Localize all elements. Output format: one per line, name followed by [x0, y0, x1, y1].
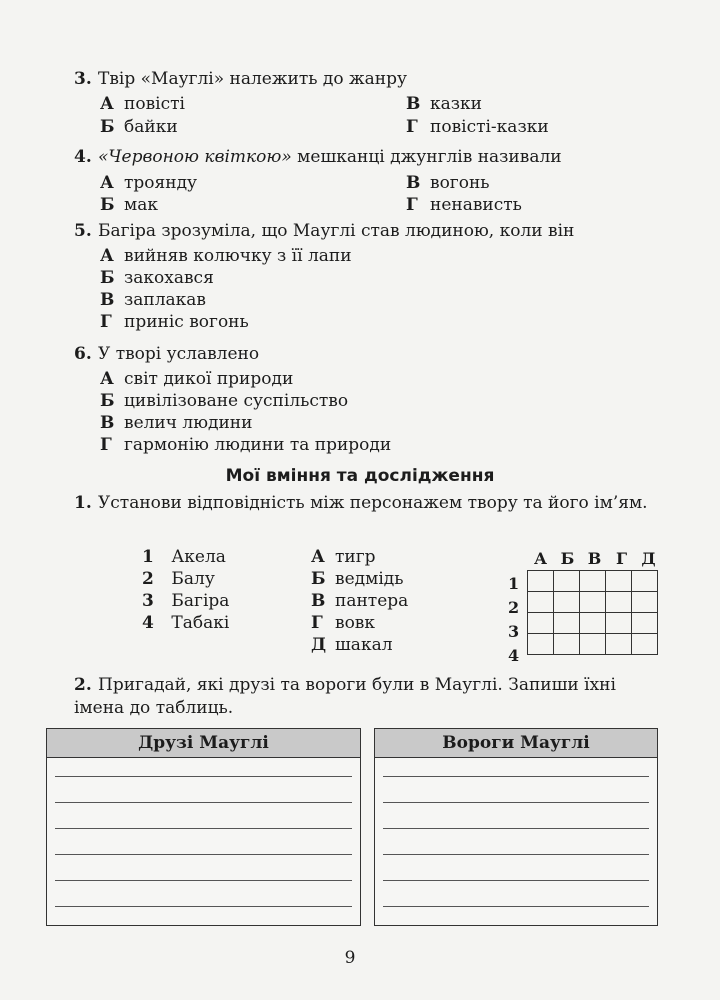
- list-item: Д шакал: [311, 635, 393, 655]
- option: Б мак: [100, 195, 158, 215]
- option: Б цивілізоване суспільство: [100, 391, 349, 411]
- friends-table-title: Друзі Мауглі: [47, 729, 360, 758]
- option: Б закохався: [100, 268, 214, 288]
- question-4: 4. «Червоною квіткою» мешканці джунглів називали: [74, 147, 562, 167]
- option: Г гармонію людини та природи: [100, 435, 392, 455]
- grid-cell[interactable]: [580, 571, 606, 592]
- option: А вийняв колючку з її лапи: [100, 246, 352, 266]
- list-item: 1 Акела: [142, 547, 226, 567]
- option: Б байки: [100, 117, 178, 137]
- option: А світ дикої природи: [100, 369, 294, 389]
- grid-cell[interactable]: [606, 634, 632, 655]
- option: Г приніс вогонь: [100, 312, 249, 332]
- question-5: 5. Багіра зрозуміла, що Мауглі став людиною, коли він: [74, 221, 575, 241]
- grid-cell[interactable]: [632, 571, 658, 592]
- option: Г повісті-казки: [406, 117, 549, 137]
- grid-cell[interactable]: [528, 634, 554, 655]
- option: В заплакав: [100, 290, 207, 310]
- option: В вогонь: [406, 173, 490, 193]
- question-3: 3. Твір «Мауглі» належить до жанру: [74, 69, 407, 89]
- grid-cell[interactable]: [580, 613, 606, 634]
- list-item: 2 Балу: [142, 569, 215, 589]
- grid-cell[interactable]: [554, 592, 580, 613]
- option: Г ненависть: [406, 195, 522, 215]
- task-1: 1. Установи відповідність між персонажем твору та його ім’ям.: [74, 493, 648, 513]
- friends-table: [46, 728, 361, 926]
- list-item: 3 Багіра: [142, 591, 230, 611]
- list-item: В пантера: [311, 591, 409, 611]
- answer-grid-row-labels: 1 2 3 4: [508, 574, 520, 665]
- grid-cell[interactable]: [632, 634, 658, 655]
- list-item: А тигр: [311, 547, 376, 567]
- section-title: Мої вміння та дослідження: [225, 466, 495, 486]
- grid-cell[interactable]: [606, 613, 632, 634]
- write-line[interactable]: [383, 906, 649, 907]
- grid-cell[interactable]: [580, 592, 606, 613]
- grid-cell[interactable]: [554, 571, 580, 592]
- grid-cell[interactable]: [606, 592, 632, 613]
- answer-grid: [527, 570, 658, 655]
- grid-cell[interactable]: [580, 634, 606, 655]
- grid-cell[interactable]: [554, 634, 580, 655]
- list-item: Б ведмідь: [311, 569, 404, 589]
- grid-cell[interactable]: [528, 613, 554, 634]
- grid-cell[interactable]: [528, 571, 554, 592]
- write-line[interactable]: [55, 906, 352, 907]
- list-item: Г вовк: [311, 613, 376, 633]
- list-item: 4 Табакі: [142, 613, 230, 633]
- enemies-table: [374, 728, 658, 926]
- enemies-table-title: Вороги Мауглі: [375, 729, 657, 758]
- grid-cell[interactable]: [632, 613, 658, 634]
- question-6: 6. У творі уславлено: [74, 344, 260, 364]
- grid-cell[interactable]: [606, 571, 632, 592]
- option: В казки: [406, 94, 482, 114]
- option: А троянду: [100, 173, 198, 193]
- task-2: 2. Пригадай, які друзі та вороги були в Мауглі. Запиши їхні імена до таблиць.: [74, 675, 616, 718]
- answer-grid-header: А Б В Г Д: [533, 549, 656, 568]
- option: А повісті: [100, 94, 185, 114]
- page-number: 9: [344, 948, 356, 968]
- grid-cell[interactable]: [632, 592, 658, 613]
- grid-cell[interactable]: [528, 592, 554, 613]
- grid-cell[interactable]: [554, 613, 580, 634]
- option: В велич людини: [100, 413, 253, 433]
